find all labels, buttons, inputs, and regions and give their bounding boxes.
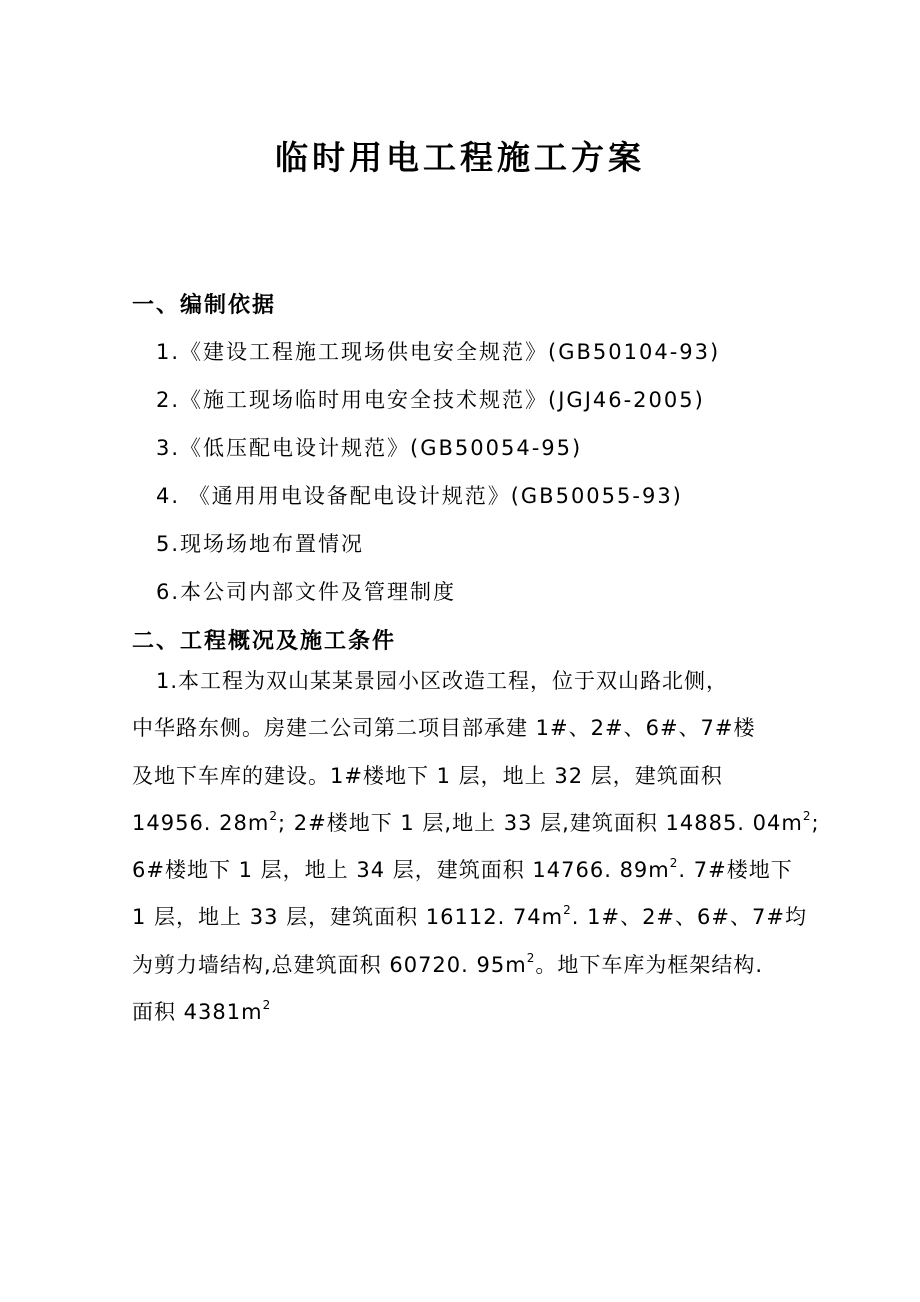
- paragraph-line: [132, 894, 807, 941]
- area-text: 14956. 28m: [132, 810, 270, 835]
- overview-paragraph: [132, 658, 820, 1036]
- area-text: ; 2#楼地下 1 层,地上 33 层,建筑面积 14885. 04m: [277, 810, 803, 835]
- paragraph-line: [132, 847, 792, 894]
- paragraph-line: [132, 989, 792, 1036]
- area-text: 1 层，地上 33 层，建筑面积 16112. 74m: [132, 905, 564, 930]
- reference-item-6: 6.本公司内部文件及管理制度: [156, 580, 457, 604]
- paragraph-line: 1.本工程为双山某某景园小区改造工程，位于双山路北侧，: [156, 669, 729, 693]
- superscript: 2: [802, 808, 812, 823]
- area-text: ;: [811, 810, 820, 835]
- section-heading-overview: 二、工程概况及施工条件: [132, 629, 397, 654]
- reference-item-3: 3.《低压配电设计规范》(GB50054-95): [156, 436, 583, 460]
- area-text: 为剪力墙结构,总建筑面积 60720. 95m: [132, 952, 527, 977]
- reference-item-4: 4. 《通用用电设备配电设计规范》(GB50055-93): [156, 484, 683, 508]
- area-text: 。地下车库为框架结构.: [535, 952, 764, 977]
- paragraph-line: [132, 800, 820, 847]
- superscript: 2: [269, 808, 278, 823]
- area-text: . 1#、2#、6#、7#均: [571, 905, 807, 930]
- page-title: 临时用电工程施工方案: [275, 138, 645, 177]
- reference-item-1: 1.《建设工程施工现场供电安全规范》(GB50104-93): [156, 340, 721, 364]
- paragraph-line: 中华路东侧。房建二公司第二项目部承建 1#、2#、6#、7#楼: [132, 716, 756, 741]
- paragraph-line: 及地下车库的建设。1#楼地下 1 层，地上 32 层，建筑面积: [132, 763, 723, 788]
- area-text: 面积 4381m: [132, 1000, 263, 1025]
- superscript: 2: [262, 998, 272, 1013]
- superscript: 2: [669, 856, 679, 871]
- reference-item-5: 5.现场场地布置情况: [156, 532, 365, 556]
- section-heading-basis: 一、编制依据: [132, 293, 277, 318]
- area-text: . 7#楼地下: [678, 858, 793, 883]
- superscript: 2: [526, 950, 536, 965]
- reference-item-2: 2.《施工现场临时用电安全技术规范》(JGJ46-2005): [156, 388, 705, 412]
- area-text: 6#楼地下 1 层，地上 34 层，建筑面积 14766. 89m: [132, 858, 670, 883]
- paragraph-line: [132, 942, 792, 989]
- superscript: 2: [563, 903, 572, 918]
